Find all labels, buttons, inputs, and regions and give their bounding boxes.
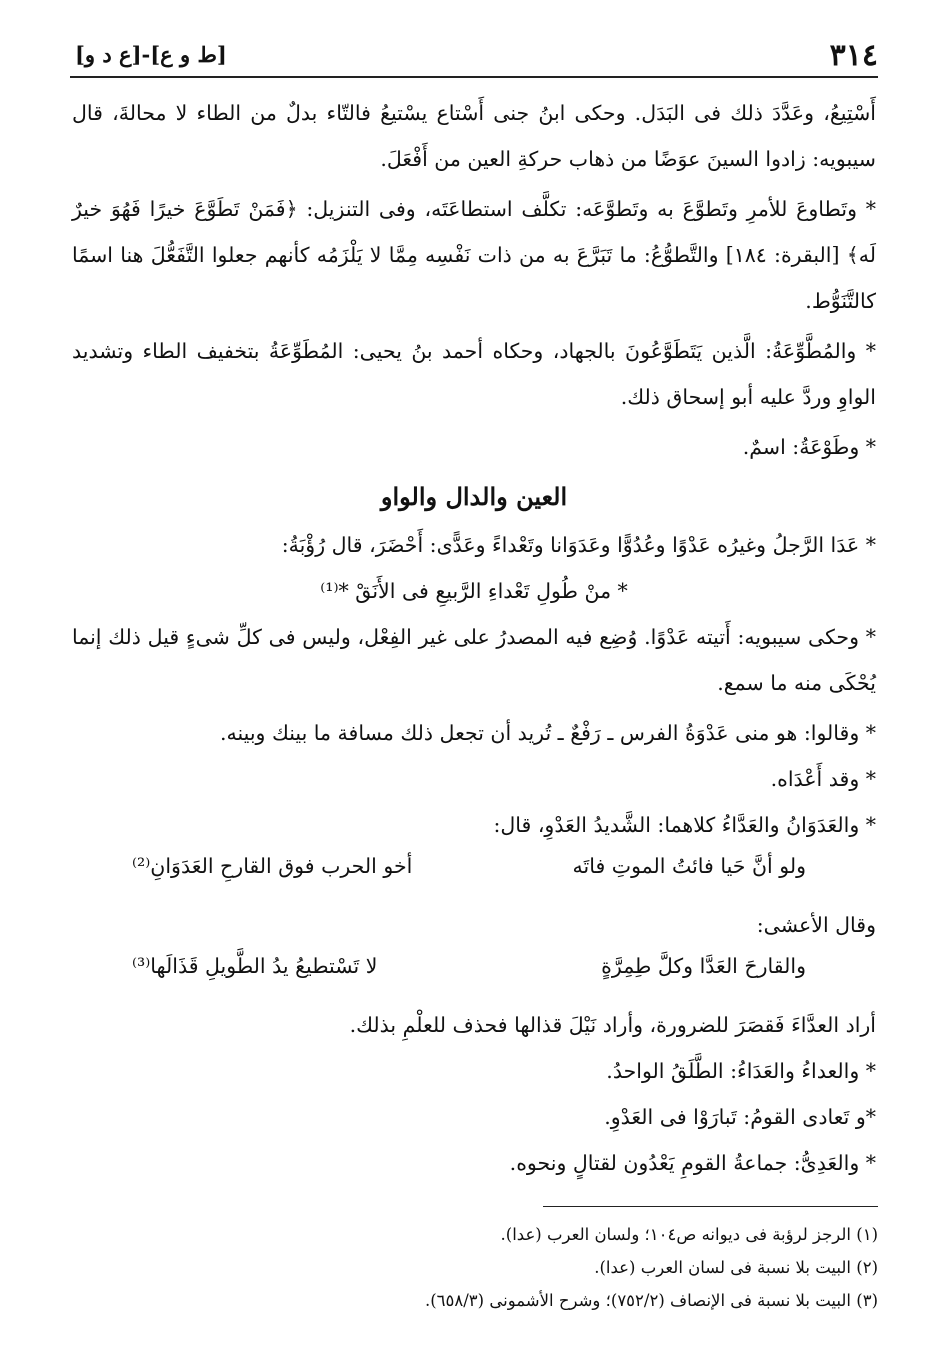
paragraph: * والعَدَوَانُ والعَدَّاءُ كلاهما: الشَّديدُ العَدْوِ، قال: (493, 813, 876, 837)
page-body (72, 90, 876, 1186)
page-header (75, 38, 878, 74)
paragraph: وقال الأعشى: (756, 913, 876, 937)
footnotes (72, 1218, 878, 1317)
paragraph: * وطَوْعَةُ: اسمٌ. (742, 435, 876, 459)
page-number: ٣١٤ (829, 38, 878, 73)
paragraph: * والعداءُ والعَدَاءُ: الطَّلَقُ الواحدُ. (606, 1059, 876, 1083)
footnote-rule (543, 1206, 878, 1207)
poem-verse (72, 848, 876, 902)
paragraph: * وقالوا: هو منى عَدْوَةُ الفرس ـ رَفْعٌ ـ تُريد أن تجعل ذلك مسافة ما بينك وبينه. (219, 721, 876, 745)
paragraph: * عَدَا الرَّجلُ وغيرُه عَدْوًا وعُدُوًّا وعَدَوَانا وتَعْداءً وعَدًّى: أَحْضَرَ، قال رُؤْبَةُ: (281, 533, 876, 557)
poem-first-hemistich: والقارحَ العَدَّا وكلَّ طِمِرَّةٍ (601, 954, 806, 978)
verse-line: * منْ طُولِ تَعْداءِ الرَّبيعِ فى الأَنَقْ *⁽¹⁾ (320, 579, 628, 603)
footnote: (٣) البيت بلا نسبة فى الإنصاف (٧٥٢/٢)؛ وشرح الأشمونى (٦٥٨/٣). (424, 1291, 878, 1310)
paragraph: أراد العدَّاءَ فَقصَرَ للضرورة، وأراد نَيْلَ قذالها فحذف للعلْمِ بذلك. (349, 1013, 876, 1037)
header-rule (70, 76, 878, 78)
root-tag: [ط و ع]-[ع د و] (75, 42, 227, 67)
section-heading: العين والدال والواو (380, 482, 568, 511)
poem-second-hemistich: أخو الحرب فوق القارحِ العَدَوَانِ⁽²⁾ (132, 854, 413, 878)
poem-first-hemistich: ولو أنَّ حَيا فائتُ الموتِ فاتَه (572, 854, 806, 878)
paragraph: * وتَطاوعَ للأمرِ وتَطوَّعَ به وتَطوَّعَه: تكلَّف استطاعَتَه، وفى التنزيل: ﴿فَمَنْ تَطَوَّعَ خيرًا فَهُوَ خيرٌ لَه﴾ [البقرة: ١٨٤] والتَّطوُّعُ: ما تَبَرَّعَ به من ذات نَفْسِه مِمَّا لا يَلْزَمُه كأنهم جعلوا التَّفَعُّلَ هنا اسمًا كالتَّنَوُّط. (72, 197, 876, 313)
footnote: (١) الرجز لرؤبة فى ديوانه ص١٠٤؛ ولسان العرب (عدا). (500, 1225, 878, 1244)
paragraph: *و تَعادى القومُ: تَبارَوْا فى العَدْوِ. (604, 1105, 876, 1129)
paragraph: * وحكى سيبويه: أَتيته عَدْوًا. وُضِع فيه المصدرُ على غير الفِعْل، وليس فى كلِّ شىءٍ قيل ذلك إنما يُحْكَى منه ما سمع. (72, 625, 876, 695)
poem-verse (72, 948, 876, 1002)
paragraph: * والعَدِىُّ: جماعةُ القومِ يَعْدُون لقتالٍ ونحوه. (509, 1151, 876, 1175)
paragraph: أَسْتِيعُ، وعَدَّدَ ذلك فى البَدَل. وحكى ابنُ جنى أَسْتاع يسْتيعُ فالتّاء بدلٌ من الطاء لا محالةَ، قال سيبويه: زادوا السينَ عوَضًا من ذهاب حركةِ العين من أَفْعَلَ. (72, 101, 876, 171)
footnote: (٢) البيت بلا نسبة فى لسان العرب (عدا). (594, 1258, 878, 1277)
poem-second-hemistich: لا تَسْتطيعُ يدُ الطَّويلِ قَذَالَها⁽³⁾ (132, 954, 378, 978)
paragraph: * والمُطَّوِّعَةُ: الَّذين يَتَطَوَّعُونَ بالجهاد، وحكاه أحمد بنُ يحيى: المُطَوِّعَةُ بتخفيف الطاء وتشديد الواوِ وردَّ عليه أبو إسحاق ذلك. (72, 339, 876, 409)
paragraph: * وقد أَعْدَاه. (770, 767, 876, 791)
